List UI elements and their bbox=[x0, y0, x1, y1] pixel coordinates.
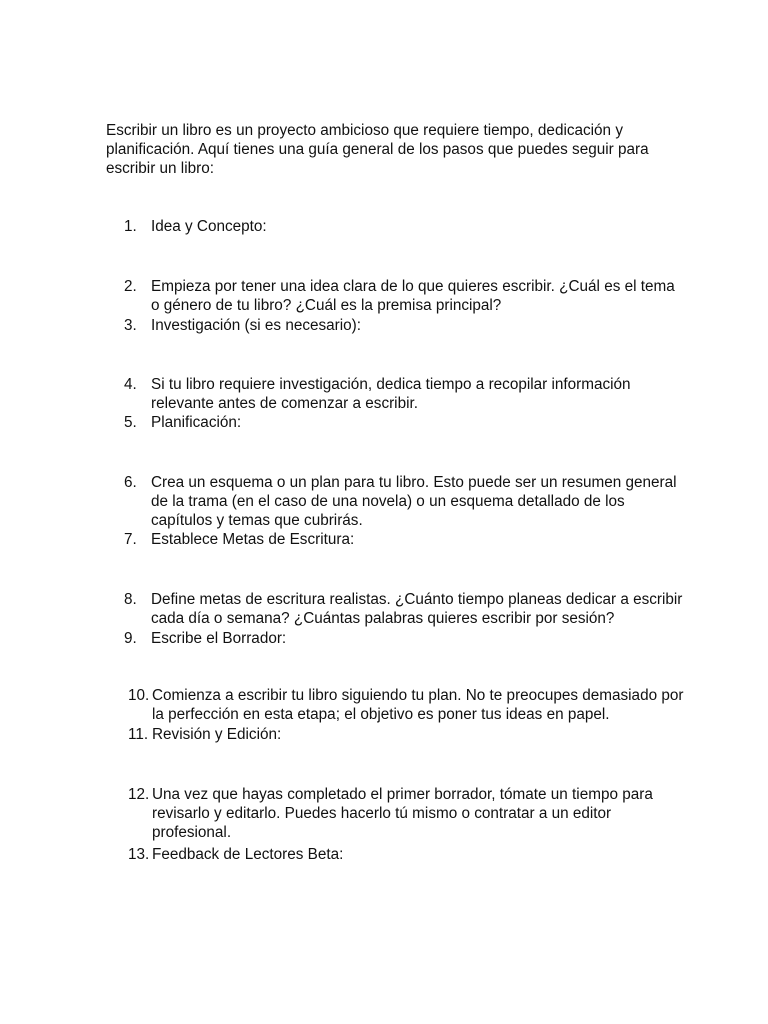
list-item-number: 13. bbox=[128, 846, 150, 863]
list-item bbox=[124, 473, 684, 531]
list-item-number: 11. bbox=[128, 726, 149, 743]
list-item-text: Comienza a escribir tu libro siguiendo tu plan. No te preocupes demasiado por la perfección en esta etapa; el objetivo es poner tus ideas en papel. bbox=[152, 687, 684, 724]
list-item-text: Feedback de Lectores Beta: bbox=[152, 846, 344, 863]
list-item-text: Idea y Concepto: bbox=[151, 218, 267, 235]
list-item bbox=[124, 413, 684, 432]
list-item bbox=[124, 277, 684, 315]
list-item-text: Investigación (si es necesario): bbox=[151, 317, 362, 334]
list-item-number: 5. bbox=[124, 414, 137, 431]
list-item bbox=[128, 725, 688, 744]
list-item-text: Define metas de escritura realistas. ¿Cuánto tiempo planeas dedicar a escribir cada día o semana? ¿Cuántas palabras quieres escribir por sesión? bbox=[151, 591, 683, 628]
list-item-text: Establece Metas de Escritura: bbox=[151, 531, 355, 548]
list-item bbox=[128, 845, 688, 864]
list-item-text: Escribe el Borrador: bbox=[151, 630, 287, 647]
list-item-text: Empieza por tener una idea clara de lo que quieres escribir. ¿Cuál es el tema o género de tu libro? ¿Cuál es la premisa principal? bbox=[151, 278, 675, 315]
list-item bbox=[124, 316, 684, 335]
list-item-text: Una vez que hayas completado el primer borrador, tómate un tiempo para revisarlo y editarlo. Puedes hacerlo tú mismo o contratar a un editor profesional. bbox=[152, 786, 653, 842]
list-item-number: 8. bbox=[124, 591, 137, 608]
list-item bbox=[124, 629, 684, 648]
list-item-text: Planificación: bbox=[151, 414, 242, 431]
list-item-number: 12. bbox=[128, 786, 150, 803]
intro-paragraph: Escribir un libro es un proyecto ambicioso que requiere tiempo, dedicación y planificación. Aquí tienes una guía general de los pasos que puedes seguir para escribir un libro: bbox=[106, 122, 649, 178]
list-item-number: 2. bbox=[124, 278, 137, 295]
list-item bbox=[124, 217, 684, 236]
list-item-number: 10. bbox=[128, 687, 150, 704]
list-item-number: 9. bbox=[124, 630, 137, 647]
list-item bbox=[124, 530, 684, 549]
list-item bbox=[124, 375, 684, 413]
list-item-number: 6. bbox=[124, 474, 137, 491]
list-item-number: 4. bbox=[124, 376, 137, 393]
list-item-number: 7. bbox=[124, 531, 137, 548]
list-item-text: Crea un esquema o un plan para tu libro. Esto puede ser un resumen general de la trama (en el caso de una novela) o un esquema detallado de los capítulos y temas que cubrirás. bbox=[151, 474, 677, 530]
list-item bbox=[124, 590, 684, 628]
list-item-number: 3. bbox=[124, 317, 137, 334]
list-item bbox=[128, 686, 688, 724]
list-item-text: Si tu libro requiere investigación, dedica tiempo a recopilar información relevante antes de comenzar a escribir. bbox=[151, 376, 631, 413]
list-item bbox=[128, 785, 688, 843]
list-item-number: 1. bbox=[124, 218, 137, 235]
list-item-text: Revisión y Edición: bbox=[152, 726, 282, 743]
